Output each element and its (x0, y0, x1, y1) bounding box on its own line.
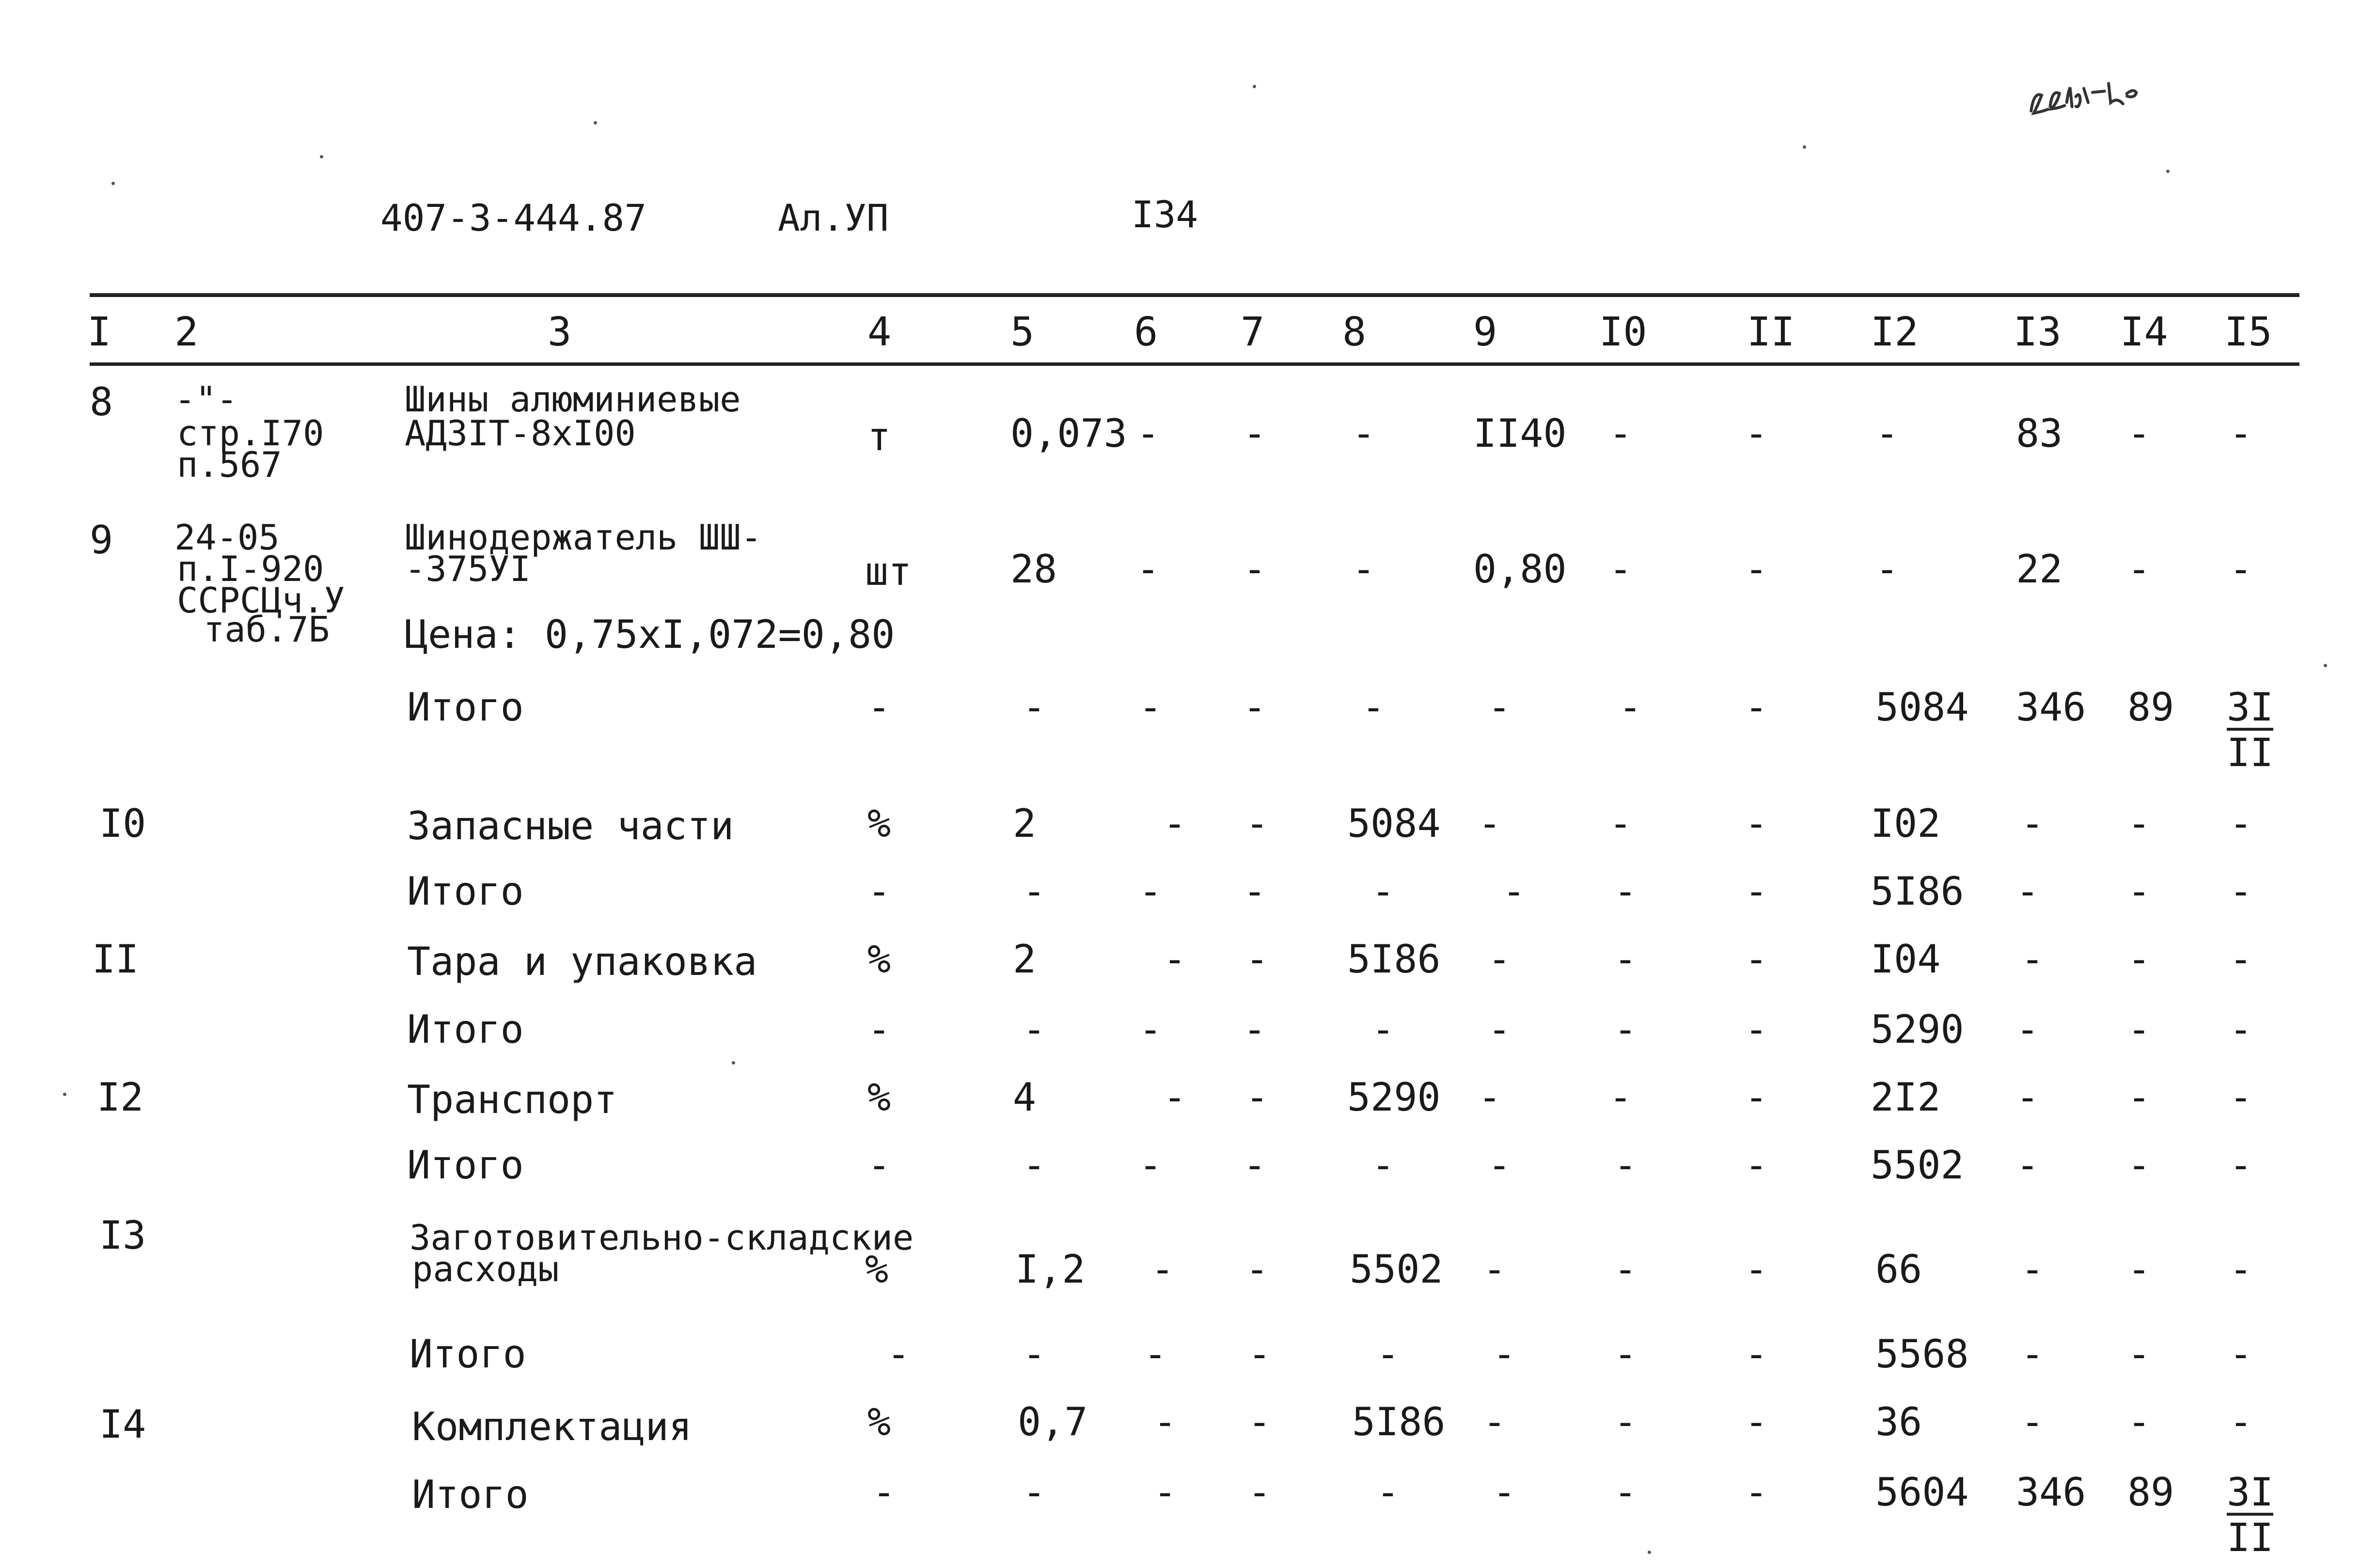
value-cell: - (1745, 685, 1768, 730)
col-header-10: I0 (1599, 309, 1647, 355)
value-cell: 83 (2016, 411, 2063, 456)
value-cell: - (2229, 1075, 2253, 1120)
value-cell: - (2229, 1143, 2253, 1188)
unit-cell: - (887, 1332, 911, 1377)
quantity-cell: 4 (1013, 1075, 1037, 1120)
total-cell: 5568 (1875, 1332, 1969, 1377)
price-cell: II40 (1473, 411, 1567, 456)
item-name: Итого (412, 1472, 529, 1517)
row-number: 8 (90, 379, 113, 424)
item-name-line: -375УI (405, 549, 531, 589)
value-cell: - (1163, 937, 1187, 982)
sheet-label: Ал.УП (778, 196, 889, 239)
row-number: I3 (99, 1213, 146, 1258)
price-cell: - (1493, 1332, 1516, 1377)
value-cell: - (2016, 869, 2040, 914)
value-cell: - (1745, 547, 1768, 592)
item-name: Итого (407, 685, 524, 730)
item-name: Итого (407, 869, 524, 914)
fraction-numerator: 3I (2227, 1470, 2274, 1515)
value-cell: - (2229, 1332, 2253, 1377)
value-cell: - (1243, 1007, 1267, 1052)
quantity-cell: 0,7 (1018, 1399, 1088, 1444)
value-cell: - (2021, 1332, 2045, 1377)
quantity-cell: 2 (1013, 937, 1037, 982)
value-cell: - (1371, 1007, 1395, 1052)
value-cell: - (1243, 1143, 1267, 1188)
value-cell: - (1245, 1247, 1269, 1292)
value-cell: - (2016, 1075, 2040, 1120)
row-number: I0 (99, 801, 146, 846)
item-name-line: расходы (412, 1249, 559, 1289)
base-cell: 5I86 (1352, 1399, 1446, 1444)
value-cell: - (2016, 1007, 2040, 1052)
value-cell: - (1245, 937, 1269, 982)
fraction-denominator: II (2227, 730, 2274, 775)
row-number: I2 (97, 1075, 144, 1120)
value-cell: - (2229, 547, 2253, 592)
value-cell: - (2229, 1007, 2253, 1052)
value-cell: - (1614, 1470, 1637, 1515)
document-code: 407-3-444.87 (380, 196, 647, 239)
price-cell: - (1478, 1075, 1502, 1120)
header-bottom-rule (90, 362, 2299, 366)
value-cell: - (1243, 869, 1267, 914)
col-header-8: 8 (1342, 309, 1367, 355)
item-name: Итого (409, 1332, 526, 1377)
row-number: I4 (99, 1402, 146, 1447)
value-cell: - (1163, 1075, 1187, 1120)
unit-cell: % (867, 1075, 891, 1120)
value-cell: - (1609, 801, 1633, 846)
handwritten-mark-drawing (2026, 64, 2203, 121)
value-cell: - (1163, 801, 1187, 846)
value-cell: - (2127, 411, 2151, 456)
value-cell: - (1875, 547, 1899, 592)
total-cell: I02 (1871, 801, 1941, 846)
price-cell: - (1478, 801, 1502, 846)
unit-cell: - (867, 1007, 891, 1052)
value-cell: - (2229, 937, 2253, 982)
value-cell: - (1371, 1143, 1395, 1188)
value-cell: - (2127, 1247, 2151, 1292)
value-cell: - (2127, 1143, 2151, 1188)
value-cell: - (2021, 1247, 2045, 1292)
reference-line: п.I-920 (177, 549, 324, 589)
unit-cell: % (865, 1247, 889, 1292)
value-cell: - (1139, 685, 1163, 730)
price-cell: - (1502, 869, 1526, 914)
value-cell: - (1243, 547, 1267, 592)
total-cell: 346 (2016, 1470, 2086, 1515)
col-header-5: 5 (1010, 309, 1035, 355)
value-cell: - (2021, 1399, 2045, 1444)
value-cell: - (1352, 547, 1376, 592)
col-header-15: I5 (2224, 309, 2272, 355)
value-cell: - (1144, 1332, 1167, 1377)
value-cell: 22 (2016, 547, 2063, 592)
value-cell: - (1745, 801, 1768, 846)
value-cell: - (2229, 1399, 2253, 1444)
value-cell: - (1609, 411, 1633, 456)
value-cell: - (1745, 1470, 1768, 1515)
value-cell: - (1248, 1399, 1272, 1444)
unit-cell: - (867, 685, 891, 730)
col-header-11: II (1747, 309, 1795, 355)
total-cell: 5084 (1875, 685, 1969, 730)
value-cell: - (2127, 547, 2151, 592)
col-header-14: I4 (2120, 309, 2168, 355)
price-cell: 0,80 (1473, 547, 1567, 592)
col-header-3: 3 (548, 309, 572, 355)
value-cell: - (1745, 1247, 1768, 1292)
item-name: Итого (407, 1007, 524, 1052)
fraction-cell (2227, 685, 2274, 775)
unit-cell: - (867, 1143, 891, 1188)
value-cell: - (2127, 801, 2151, 846)
value-cell: - (1139, 869, 1163, 914)
quantity-cell: 2 (1013, 801, 1037, 846)
reference-line: 24-05 (174, 517, 280, 558)
item-name: Комплектация (412, 1404, 692, 1449)
unit-cell: т (867, 414, 891, 459)
reference-line: -"- (174, 379, 238, 420)
value-cell: - (1151, 1247, 1175, 1292)
quantity-cell: - (1023, 1470, 1046, 1515)
quantity-cell: - (1023, 869, 1046, 914)
value-cell: - (2127, 869, 2151, 914)
col-header-1: I (87, 309, 111, 355)
value-cell: - (1875, 411, 1899, 456)
total-cell: 36 (1875, 1399, 1922, 1444)
total-cell: 346 (2016, 685, 2086, 730)
price-cell: - (1488, 937, 1511, 982)
col-header-13: I3 (2014, 309, 2061, 355)
value-cell: - (1352, 411, 1376, 456)
price-note: Цена: 0,75хI,072=0,80 (405, 612, 895, 657)
value-cell: - (1745, 411, 1768, 456)
unit-cell: % (867, 937, 891, 982)
unit-cell: шт (865, 549, 912, 594)
price-cell: - (1483, 1247, 1507, 1292)
value-cell: - (1609, 547, 1633, 592)
value-cell: - (1136, 547, 1160, 592)
value-cell: - (1614, 1332, 1637, 1377)
value-cell: - (2021, 801, 2045, 846)
value-cell: - (1139, 1143, 1163, 1188)
unit-cell: - (872, 1470, 896, 1515)
price-cell: - (1493, 1470, 1516, 1515)
item-name: Транспорт (407, 1077, 617, 1122)
value-cell: - (1139, 1007, 1163, 1052)
value-cell: - (2127, 1007, 2151, 1052)
value-cell: - (1745, 1007, 1768, 1052)
value-cell: - (1243, 411, 1267, 456)
quantity-cell: 0,073 (1010, 411, 1127, 456)
price-cell: - (1488, 1143, 1511, 1188)
value-cell: - (1619, 685, 1642, 730)
total-cell: 66 (1875, 1247, 1922, 1292)
value-cell: - (2229, 1247, 2253, 1292)
col-header-4: 4 (867, 309, 892, 355)
total-cell: 89 (2127, 685, 2174, 730)
value-cell: - (1745, 937, 1768, 982)
col-header-12: I2 (1871, 309, 1919, 355)
col-header-6: 6 (1134, 309, 1158, 355)
total-cell: 5502 (1871, 1143, 1964, 1188)
value-cell: - (1153, 1399, 1177, 1444)
value-cell: - (2127, 1075, 2151, 1120)
item-name-line: Шины алюминиевые (405, 379, 741, 420)
row-number: 9 (90, 517, 113, 563)
value-cell: - (1614, 1143, 1637, 1188)
reference-line: п.567 (177, 444, 282, 485)
value-cell: - (1614, 937, 1637, 982)
fraction-numerator: 3I (2227, 685, 2274, 730)
col-header-9: 9 (1473, 309, 1497, 355)
value-cell: - (1614, 1399, 1637, 1444)
value-cell: - (1371, 869, 1395, 914)
quantity-cell: - (1023, 1332, 1046, 1377)
value-cell: - (1376, 1332, 1400, 1377)
quantity-cell: - (1023, 685, 1046, 730)
page-number: I34 (1132, 193, 1198, 236)
reference-line: стр.I70 (177, 413, 324, 454)
fraction-denominator: II (2227, 1515, 2274, 1560)
row-number: II (92, 937, 139, 982)
fraction-cell (2227, 1470, 2274, 1560)
total-cell: 89 (2127, 1470, 2174, 1515)
unit-cell: % (867, 1399, 891, 1444)
value-cell: - (2229, 411, 2253, 456)
total-cell: 5I86 (1871, 869, 1964, 914)
item-name: Запасные части (407, 803, 734, 848)
value-cell: - (1614, 869, 1637, 914)
value-cell: - (1248, 1470, 1272, 1515)
item-name-line: АДЗIТ-8хI00 (405, 413, 636, 454)
item-name: Итого (407, 1143, 524, 1188)
total-cell: 2I2 (1871, 1075, 1941, 1120)
reference-line: ССРСЦч.У (177, 580, 345, 621)
item-name-line: Заготовительно-складские (409, 1217, 914, 1258)
value-cell: - (1745, 1143, 1768, 1188)
value-cell: - (2229, 801, 2253, 846)
price-cell: - (1488, 1007, 1511, 1052)
base-cell: 5I86 (1347, 937, 1441, 982)
value-cell: - (1243, 685, 1267, 730)
value-cell: - (1745, 1075, 1768, 1120)
col-header-2: 2 (174, 309, 199, 355)
base-cell: 5290 (1347, 1075, 1441, 1120)
value-cell: - (1153, 1470, 1177, 1515)
item-name: Тара и упаковка (407, 939, 757, 984)
value-cell: - (1745, 1332, 1768, 1377)
item-name-line: Шинодержатель ШШ- (405, 517, 762, 558)
price-cell: - (1483, 1399, 1507, 1444)
value-cell: - (1136, 411, 1160, 456)
quantity-cell: I,2 (1015, 1247, 1086, 1292)
unit-cell: % (867, 801, 891, 846)
value-cell: - (1245, 801, 1269, 846)
quantity-cell: - (1023, 1007, 1046, 1052)
value-cell: - (1614, 1007, 1637, 1052)
value-cell: - (2016, 1143, 2040, 1188)
value-cell: - (2127, 1399, 2151, 1444)
total-cell: I04 (1871, 937, 1941, 982)
table-top-rule (90, 293, 2299, 297)
value-cell: - (1248, 1332, 1272, 1377)
reference-line: таб.7Б (204, 609, 330, 650)
value-cell: - (1245, 1075, 1269, 1120)
value-cell: - (1362, 685, 1385, 730)
value-cell: - (2229, 869, 2253, 914)
total-cell: 5604 (1875, 1470, 1969, 1515)
base-cell: 5084 (1347, 801, 1441, 846)
value-cell: - (2021, 937, 2045, 982)
value-cell: - (2127, 937, 2151, 982)
value-cell: - (1745, 869, 1768, 914)
price-cell: - (1488, 685, 1511, 730)
value-cell: - (1614, 1247, 1637, 1292)
col-header-7: 7 (1241, 309, 1265, 355)
total-cell: 5290 (1871, 1007, 1964, 1052)
quantity-cell: - (1023, 1143, 1046, 1188)
unit-cell: - (867, 869, 891, 914)
value-cell: - (1745, 1399, 1768, 1444)
base-cell: 5502 (1350, 1247, 1443, 1292)
value-cell: - (1609, 1075, 1633, 1120)
value-cell: - (2127, 1332, 2151, 1377)
quantity-cell: 28 (1010, 547, 1057, 592)
value-cell: - (1376, 1470, 1400, 1515)
